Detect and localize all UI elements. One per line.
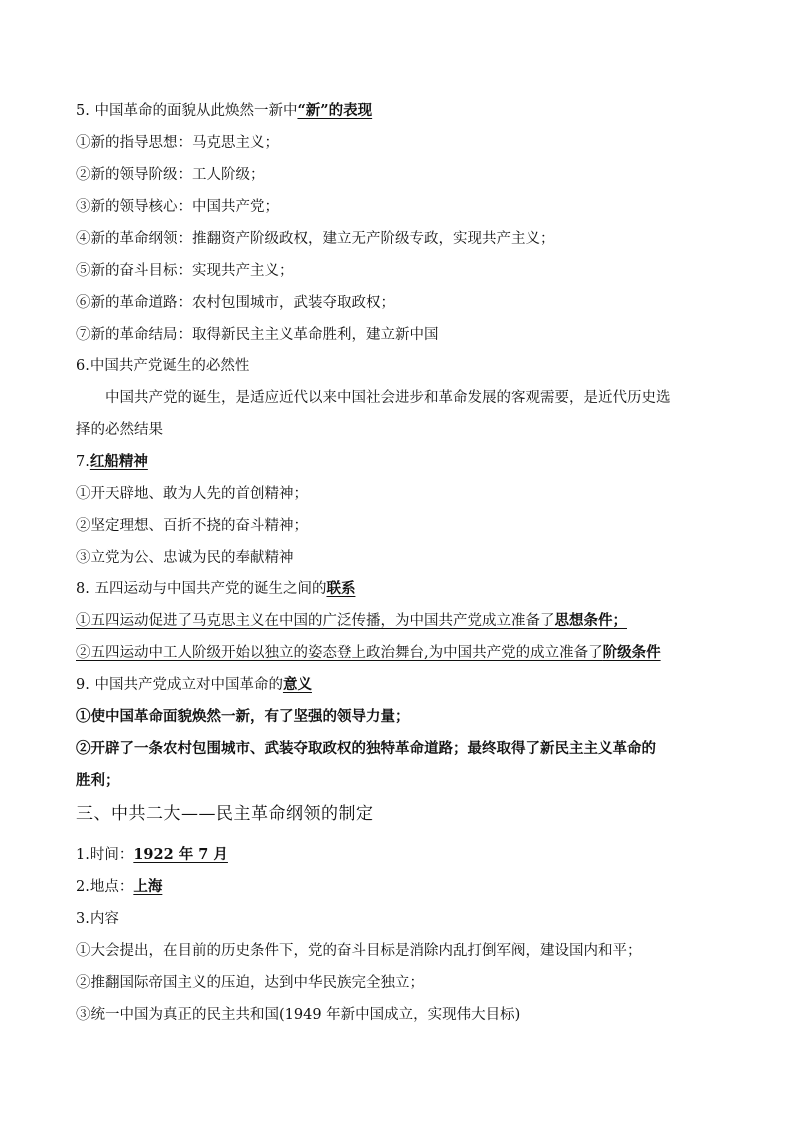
s5-item-2: ②新的领导阶级：工人阶级；	[76, 167, 265, 183]
s3-content-item-3: ③统一中国为真正的民主共和国(1949 年新中国成立，实现伟大目标)	[76, 1007, 521, 1023]
s8-item-1-key: 思想条件；	[554, 612, 627, 629]
s6-paragraph-line-1: 中国共产党的诞生，是适应近代以来中国社会进步和革命发展的客观需要，是近代历史选	[105, 390, 671, 406]
s6-heading: 6.中国共产党诞生的必然性	[76, 358, 250, 374]
s7-heading-title: 红船精神	[89, 453, 148, 470]
s8-item-2-key: 阶级条件	[602, 644, 661, 661]
s9-heading-text: 9. 中国共产党成立对中国革命的	[76, 677, 283, 693]
s5-item-3: ③新的领导核心：中国共产党；	[76, 199, 279, 215]
s5-item-4: ④新的革命纲领：推翻资产阶级政权，建立无产阶级专政，实现共产主义；	[76, 231, 555, 247]
s7-item-2: ②坚定理想、百折不挠的奋斗精神；	[76, 518, 308, 534]
s5-item-1: ①新的指导思想：马克思主义；	[76, 135, 279, 151]
s7-item-1: ①开天辟地、敢为人先的首创精神；	[76, 486, 308, 502]
s3-content-item-2: ②推翻国际帝国主义的压迫，达到中华民族完全独立；	[76, 975, 424, 991]
s5-heading	[76, 101, 372, 121]
s8-heading-text: 8. 五四运动与中国共产党的诞生之间的	[76, 581, 327, 597]
s3-place-value: 上海	[133, 878, 163, 895]
s8-item-1	[76, 611, 627, 631]
s8-heading	[76, 579, 355, 599]
s7-item-3: ③立党为公、忠诚为民的奉献精神	[76, 550, 294, 566]
s5-item-5: ⑤新的奋斗目标：实现共产主义；	[76, 263, 294, 279]
s9-item-1: ①使中国革命面貌焕然一新，有了坚强的领导力量；	[76, 708, 410, 725]
s9-item-2-line-1: ②开辟了一条农村包围城市、武装夺取政权的独特革命道路；最终取得了新民主主义革命的	[76, 740, 656, 757]
s8-item-2-text: ②五四运动中工人阶级开始以独立的姿态登上政治舞台,为中国共产党的成立准备了	[76, 645, 603, 661]
s9-heading	[76, 675, 312, 695]
s3-content-label: 3.内容	[76, 911, 119, 927]
s5-heading-text: 5. 中国革命的面貌从此焕然一新中	[76, 103, 298, 119]
s5-item-6: ⑥新的革命道路：农村包围城市，武装夺取政权；	[76, 295, 395, 311]
s3-time	[76, 845, 228, 865]
s3-time-label: 1.时间：	[76, 847, 134, 863]
s8-item-2	[76, 643, 661, 663]
s9-item-2-line-2: 胜利；	[76, 772, 120, 789]
s9-heading-key: 意义	[282, 676, 312, 693]
s3-time-value: 1922 年 7 月	[133, 846, 228, 863]
s5-heading-emphasis: “新”的表现	[297, 102, 373, 119]
s8-heading-key: 联系	[326, 580, 356, 597]
s7-heading	[76, 452, 148, 472]
s5-item-7: ⑦新的革命结局：取得新民主主义革命胜利，建立新中国	[76, 327, 439, 343]
s3-content-item-1: ①大会提出，在目前的历史条件下，党的奋斗目标是消除内乱打倒军阀，建设国内和平；	[76, 943, 642, 959]
section-three-title: 三、中共二大——民主革命纲领的制定	[76, 804, 374, 824]
s8-item-1-text: ①五四运动促进了马克思主义在中国的广泛传播，为中国共产党成立准备了	[76, 613, 555, 629]
s7-heading-number: 7.	[76, 454, 90, 470]
s6-paragraph-line-2: 择的必然结果	[76, 422, 163, 438]
s3-place-label: 2.地点：	[76, 879, 134, 895]
s3-place	[76, 877, 162, 897]
